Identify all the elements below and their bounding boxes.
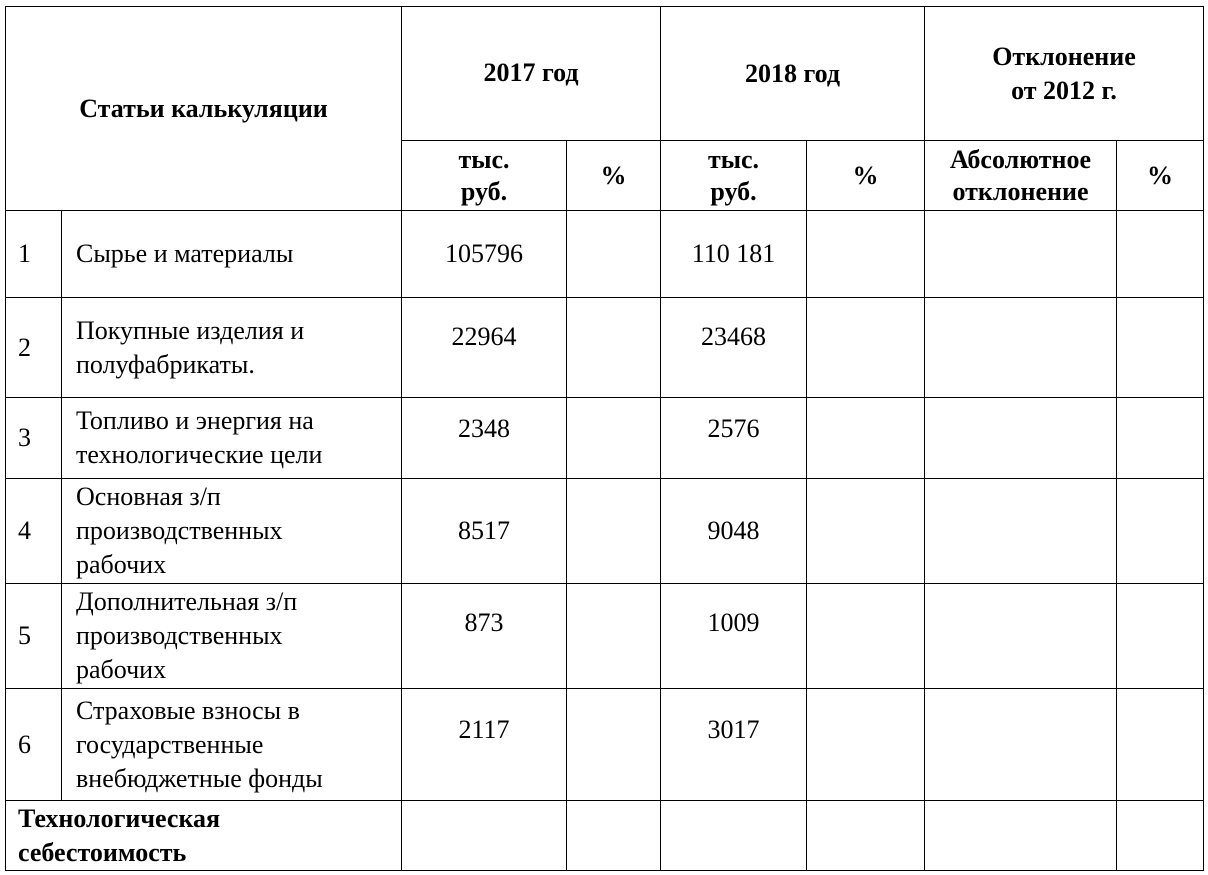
header-thousand-rub-2017-line2: руб.	[460, 176, 508, 206]
row-name-line: внебюджетные фонды	[76, 763, 323, 793]
header-thousand-rub-2018-line2: руб.	[710, 176, 757, 206]
empty-cell	[567, 479, 661, 584]
value-2018: 2576	[661, 398, 807, 479]
header-thousand-rub-2018	[661, 141, 807, 211]
empty-cell	[925, 479, 1117, 584]
empty-cell	[807, 298, 925, 398]
header-year-2018: 2018 год	[661, 7, 925, 141]
header-absolute-deviation-line1: Абсолютное	[949, 144, 1092, 174]
row-name-line: производственных	[76, 516, 283, 545]
value-2017: 105796	[402, 211, 567, 298]
empty-cell	[807, 584, 925, 689]
header-deviation-line1: Отклонение	[992, 41, 1136, 71]
value-2018: 3017	[661, 689, 807, 801]
header-deviation	[925, 7, 1204, 141]
row-name-line: Покупные изделия и	[76, 315, 305, 345]
value-2018: 110 181	[661, 211, 807, 298]
table-row	[6, 479, 1204, 584]
empty-cell	[567, 211, 661, 298]
header-absolute-deviation	[925, 141, 1117, 211]
row-number: 2	[6, 298, 62, 398]
empty-cell	[925, 801, 1117, 871]
row-name-line: производственных	[76, 621, 283, 650]
value-2017: 873	[402, 584, 567, 689]
row-name	[62, 298, 402, 398]
empty-cell	[1117, 398, 1204, 479]
header-percent-2017: %	[567, 141, 661, 211]
table-row	[6, 689, 1204, 801]
total-label-line2: себестоимость	[18, 837, 187, 867]
empty-cell	[1117, 584, 1204, 689]
total-row	[6, 801, 1204, 871]
empty-cell	[1117, 298, 1204, 398]
row-name	[62, 398, 402, 479]
row-name	[62, 479, 402, 584]
row-name-line: Страховые взносы в	[76, 695, 300, 725]
row-name-line: рабочих	[76, 550, 167, 579]
header-deviation-line2: от 2012 г.	[1011, 75, 1117, 105]
value-2018: 1009	[661, 584, 807, 689]
empty-cell	[567, 398, 661, 479]
row-number: 5	[6, 584, 62, 689]
header-percent-2018: %	[807, 141, 925, 211]
empty-cell	[1117, 801, 1204, 871]
table-row	[6, 211, 1204, 298]
empty-cell	[402, 801, 567, 871]
empty-cell	[807, 479, 925, 584]
empty-cell	[807, 689, 925, 801]
row-number: 3	[6, 398, 62, 479]
empty-cell	[925, 298, 1117, 398]
empty-cell	[1117, 479, 1204, 584]
value-2017: 2348	[402, 398, 567, 479]
calculation-table	[5, 6, 1204, 871]
row-name-line: Дополнительная з/п	[76, 587, 298, 616]
empty-cell	[567, 801, 661, 871]
empty-cell	[807, 211, 925, 298]
row-name-line: Топливо и энергия на	[76, 406, 314, 435]
empty-cell	[807, 801, 925, 871]
total-label	[6, 801, 402, 871]
empty-cell	[567, 584, 661, 689]
empty-cell	[925, 211, 1117, 298]
value-2018: 23468	[661, 298, 807, 398]
empty-cell	[567, 298, 661, 398]
table-row	[6, 584, 1204, 689]
row-name-line: технологические цели	[76, 440, 323, 469]
row-name-line: полуфабрикаты.	[76, 349, 255, 379]
table-row	[6, 298, 1204, 398]
row-number: 1	[6, 211, 62, 298]
header-thousand-rub-2017	[402, 141, 567, 211]
header-row-main	[6, 7, 1204, 141]
header-thousand-rub-2017-line1: тыс.	[458, 144, 510, 174]
empty-cell	[1117, 689, 1204, 801]
empty-cell	[925, 689, 1117, 801]
header-thousand-rub-2018-line1: тыс.	[707, 144, 760, 174]
empty-cell	[925, 398, 1117, 479]
empty-cell	[567, 689, 661, 801]
row-name-line: рабочих	[76, 655, 167, 684]
total-label-line1: Технологическая	[18, 803, 221, 833]
row-number: 6	[6, 689, 62, 801]
row-name	[62, 211, 402, 298]
value-2017: 22964	[402, 298, 567, 398]
empty-cell	[925, 584, 1117, 689]
row-name	[62, 584, 402, 689]
empty-cell	[661, 801, 807, 871]
header-percent-deviation: %	[1117, 141, 1204, 211]
value-2017: 8517	[402, 479, 567, 584]
header-articles: Статьи калькуляции	[6, 7, 402, 211]
value-2018: 9048	[661, 479, 807, 584]
header-absolute-deviation-line2: отклонение	[952, 176, 1089, 206]
table-row	[6, 398, 1204, 479]
row-number: 4	[6, 479, 62, 584]
empty-cell	[807, 398, 925, 479]
row-name	[62, 689, 402, 801]
header-year-2017: 2017 год	[402, 7, 661, 141]
row-name-line: государственные	[76, 729, 264, 759]
row-name-line: Сырье и материалы	[76, 239, 294, 268]
empty-cell	[1117, 211, 1204, 298]
value-2017: 2117	[402, 689, 567, 801]
row-name-line: Основная з/п	[76, 482, 221, 511]
